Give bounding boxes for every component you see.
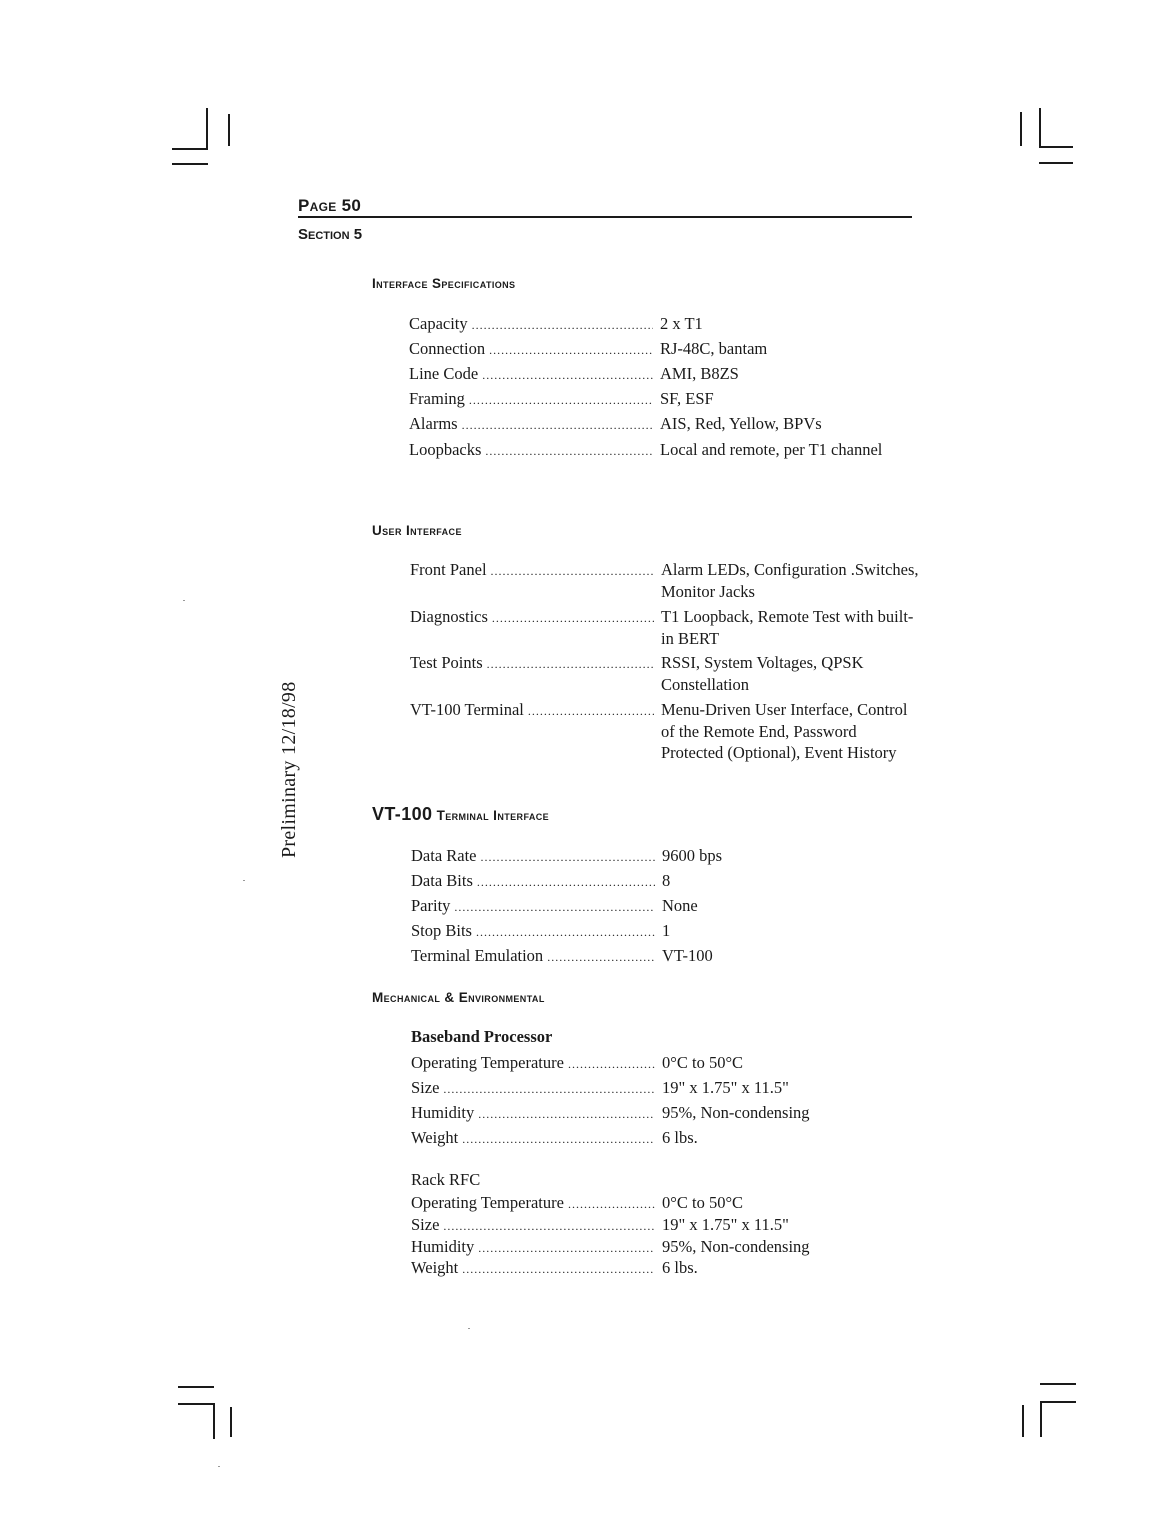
spec-value: 9600 bps <box>662 846 723 865</box>
crop-mark-bottom-left-v1 <box>213 1403 215 1439</box>
spec-label: Terminal Emulation ..... <box>411 945 655 969</box>
spec-label: Stop Bits ..... <box>411 920 655 944</box>
crop-mark-top-right-h <box>1039 146 1073 148</box>
spec-label: Loopbacks ..... <box>409 439 653 463</box>
spec-label: Front Panel ..... <box>410 559 654 583</box>
preliminary-date-note: Preliminary 12/18/98 <box>278 681 300 858</box>
spec-label: Data Rate ..... <box>411 845 655 869</box>
scan-speck <box>468 1328 470 1329</box>
header-rule <box>298 216 912 218</box>
spec-value: 2 x T1 <box>660 314 703 333</box>
spec-label: Size ..... <box>411 1077 655 1101</box>
spec-value: 95%, Non-condensing <box>662 1237 810 1256</box>
crop-mark-bottom-right-h <box>1040 1401 1076 1403</box>
spec-value: Local and remote, per T1 channel <box>660 440 883 459</box>
page-number: Page 50 <box>298 196 362 215</box>
spec-value: None <box>662 896 698 915</box>
spec-label: Alarms ..... <box>409 413 653 437</box>
spec-value: 0°C to 50°C <box>662 1193 744 1212</box>
spec-value: 0°C to 50°C <box>662 1053 744 1072</box>
spec-label: Operating Temperature ..... <box>411 1052 655 1076</box>
crop-mark-top-right-v2 <box>1039 108 1041 148</box>
spec-label: Diagnostics ..... <box>410 606 654 630</box>
spec-value: RJ-48C, bantam <box>660 339 768 358</box>
spec-label: Data Bits ..... <box>411 870 655 894</box>
spec-value: 19" x 1.75" x 11.5" <box>662 1078 789 1097</box>
crop-mark-bottom-left-h <box>178 1403 214 1405</box>
spec-value: 8 <box>662 871 671 890</box>
vt100-heading-prefix: VT-100 <box>372 804 433 824</box>
spec-value: Alarm LEDs, Configuration .Switches, Monitor Jacks <box>661 560 919 601</box>
crop-mark-top-left-h2 <box>172 163 208 165</box>
crop-mark-bottom-left-v2 <box>230 1407 232 1437</box>
crop-mark-top-left-v1 <box>206 108 208 150</box>
spec-label: Humidity ..... <box>411 1236 655 1260</box>
spec-value: AMI, B8ZS <box>660 364 739 383</box>
crop-mark-bottom-right-v2 <box>1040 1401 1042 1437</box>
spec-label: Capacity ..... <box>409 313 653 337</box>
scan-speck <box>243 880 245 881</box>
crop-mark-top-left-v2 <box>228 114 230 146</box>
spec-label: Parity ..... <box>411 895 655 919</box>
spec-label: Connection ..... <box>409 338 653 362</box>
section-label: Section 5 <box>298 226 363 243</box>
spec-value: 6 lbs. <box>662 1258 698 1277</box>
crop-mark-bottom-right-h2 <box>1040 1383 1076 1385</box>
baseband-processor-subheading: Baseband Processor <box>411 1027 553 1046</box>
spec-label: Weight ..... <box>411 1257 655 1281</box>
spec-value: VT-100 <box>662 946 713 965</box>
crop-mark-bottom-left-h2 <box>178 1386 214 1388</box>
spec-value: 6 lbs. <box>662 1128 698 1147</box>
spec-value: AIS, Red, Yellow, BPVs <box>660 414 822 433</box>
crop-mark-top-right-h2 <box>1039 162 1073 164</box>
scan-speck <box>183 600 185 601</box>
spec-label: Size ..... <box>411 1214 655 1238</box>
mechanical-environmental-heading: Mechanical & Environmental <box>372 990 545 1005</box>
spec-value: 1 <box>662 921 671 940</box>
spec-value: 19" x 1.75" x 11.5" <box>662 1215 789 1234</box>
spec-label: Operating Temperature ..... <box>411 1192 655 1216</box>
spec-label: Test Points ..... <box>410 652 654 676</box>
spec-value: Menu-Driven User Interface, Control of the Remote End, Password Protected (Optional), Event History <box>661 700 908 762</box>
spec-value: SF, ESF <box>660 389 714 408</box>
spec-label: Humidity ..... <box>411 1102 655 1126</box>
vt100-terminal-interface-heading <box>372 804 549 825</box>
spec-label: Framing ..... <box>409 388 653 412</box>
scan-speck <box>218 1466 220 1467</box>
rack-rfc-subheading: Rack RFC <box>411 1170 481 1189</box>
spec-value: 95%, Non-condensing <box>662 1103 810 1122</box>
spec-value: RSSI, System Voltages, QPSK Constellation <box>661 653 864 694</box>
crop-mark-top-right-v1 <box>1020 112 1022 146</box>
spec-label: Line Code ..... <box>409 363 653 387</box>
user-interface-heading: User Interface <box>372 523 462 538</box>
interface-specifications-heading: Interface Specifications <box>372 276 516 291</box>
vt100-heading-rest: Terminal Interface <box>436 808 550 823</box>
spec-label: Weight ..... <box>411 1127 655 1151</box>
spec-label: VT-100 Terminal ..... <box>410 699 654 723</box>
crop-mark-bottom-right-v1 <box>1022 1405 1024 1437</box>
crop-mark-top-left-h <box>172 148 206 150</box>
spec-value: T1 Loopback, Remote Test with built-in BERT <box>661 607 914 648</box>
